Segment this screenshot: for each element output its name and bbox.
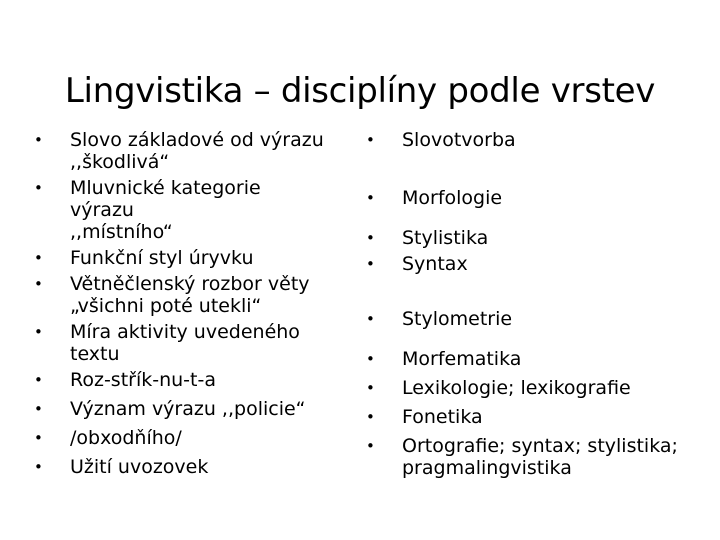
bullet-icon: •: [34, 249, 43, 267]
item-line-1: Ortografie; syntax; stylistika;: [402, 435, 678, 457]
bullet-icon: •: [366, 379, 375, 397]
item-line-1: Stylistika: [402, 227, 489, 249]
item-line-1: Morfologie: [402, 187, 503, 209]
list-item: [34, 456, 324, 478]
item-line-1: Fonetika: [402, 406, 483, 428]
list-item: [366, 377, 696, 399]
list-item: [366, 129, 696, 151]
bullet-icon: •: [366, 189, 375, 207]
item-line-1: Roz-střík-nu-t-a: [70, 369, 216, 391]
list-item: [34, 177, 324, 243]
bullet-icon: •: [34, 371, 43, 389]
list-item: [366, 187, 696, 209]
item-line-1: Význam výrazu ,,policie“: [70, 398, 306, 420]
list-item: [34, 273, 324, 317]
bullet-icon: •: [34, 400, 43, 418]
list-item: [366, 406, 696, 428]
item-line-1: Funkční styl úryvku: [70, 247, 254, 269]
bullet-icon: •: [366, 408, 375, 426]
list-item: [366, 348, 696, 370]
bullet-icon: •: [34, 275, 43, 293]
item-line-1: Míra aktivity uvedeného: [70, 321, 300, 343]
list-item: [34, 321, 324, 365]
bullet-icon: •: [34, 179, 43, 197]
bullet-icon: •: [34, 429, 43, 447]
item-line-1: Lexikologie; lexikografie: [402, 377, 631, 399]
item-line-2: ,,škodlivá“: [70, 151, 170, 173]
bullet-icon: •: [366, 255, 375, 273]
list-item: [34, 129, 324, 173]
list-item: [366, 253, 696, 275]
item-line-2: „všichni poté utekli“: [70, 295, 262, 317]
item-line-1: /obxodňího/: [70, 427, 182, 449]
bullet-icon: •: [34, 323, 43, 341]
list-item: [366, 308, 696, 330]
bullet-icon: •: [34, 458, 43, 476]
list-item: [34, 427, 324, 449]
item-line-1: Slovotvorba: [402, 129, 516, 151]
bullet-icon: •: [34, 131, 43, 149]
slide-title: Lingvistika – disciplíny podle vrstev: [64, 70, 656, 111]
list-item: [34, 398, 324, 420]
item-line-1: Větněčlenský rozbor věty: [70, 273, 310, 295]
item-line-2: ,,místního“: [70, 221, 173, 243]
list-item: [366, 435, 696, 479]
item-line-1: Slovo základové od výrazu: [70, 129, 324, 151]
tasks-list: [34, 129, 324, 478]
bullet-icon: •: [366, 310, 375, 328]
item-line-1: Morfematika: [402, 348, 522, 370]
item-line-1: Mluvnické kategorie výrazu: [70, 177, 261, 221]
item-line-1: Stylometrie: [402, 308, 513, 330]
disciplines-list: [366, 129, 696, 479]
bullet-icon: •: [366, 437, 375, 455]
list-item: [34, 369, 324, 391]
list-item: [366, 227, 696, 249]
item-line-2: textu: [70, 343, 120, 365]
item-line-2: pragmalingvistika: [402, 457, 572, 479]
item-line-1: Syntax: [402, 253, 468, 275]
list-item: [34, 247, 324, 269]
bullet-icon: •: [366, 131, 375, 149]
bullet-icon: •: [366, 229, 375, 247]
bullet-icon: •: [366, 350, 375, 368]
item-line-1: Užití uvozovek: [70, 456, 209, 478]
